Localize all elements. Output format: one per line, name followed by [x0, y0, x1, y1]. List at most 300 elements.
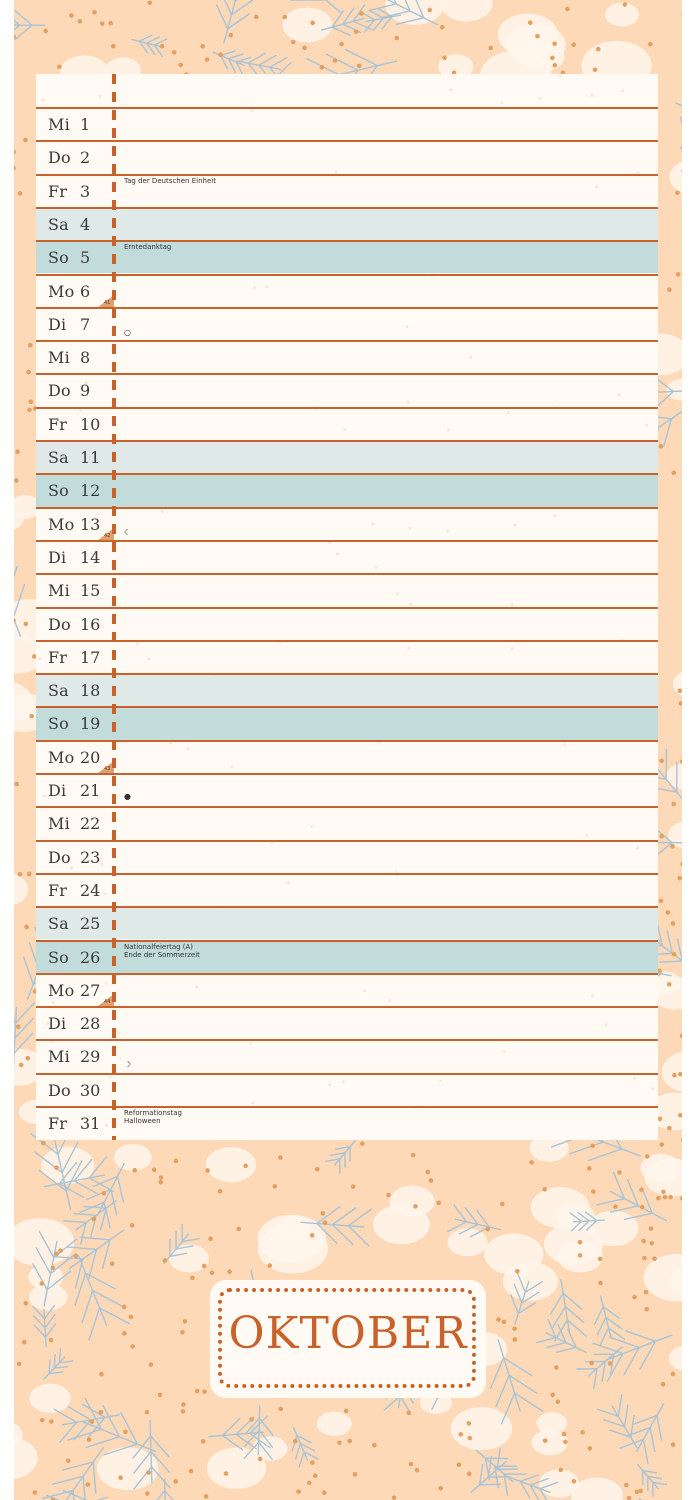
- week-number-badge: [92, 528, 114, 540]
- weekday-label: Di: [48, 781, 67, 800]
- berry-dot: [553, 63, 558, 68]
- berry-dot: [565, 7, 570, 12]
- dashed-divider: [112, 74, 116, 1140]
- berry-dot: [354, 29, 359, 34]
- leaf-branch: [83, 1476, 86, 1500]
- berry-dot: [278, 1155, 283, 1160]
- berry-dot: [639, 1188, 644, 1193]
- leaf-branch: [93, 1462, 96, 1493]
- berry-dot: [502, 1320, 507, 1325]
- berry-dot: [14, 478, 19, 483]
- berry-dot: [28, 343, 33, 348]
- day-row: [36, 740, 658, 773]
- day-row: [36, 274, 658, 307]
- berry-dot: [291, 40, 296, 45]
- berry-dot: [337, 1440, 342, 1445]
- leaf-branch: [551, 1293, 564, 1314]
- berry-dot: [258, 1457, 263, 1462]
- berry-dot: [550, 56, 555, 61]
- berry-dot: [130, 1344, 135, 1349]
- berry-dot: [667, 982, 672, 987]
- berry-dot: [267, 1263, 272, 1268]
- berry-dot: [668, 1195, 673, 1200]
- berry-dot: [254, 15, 259, 20]
- leaf-branch: [346, 50, 378, 66]
- day-row: [36, 540, 658, 573]
- leaf-branch: [537, 1338, 556, 1343]
- berry-dot: [74, 1254, 79, 1259]
- leaf-branch: [597, 1199, 625, 1205]
- leaf-branch: [24, 957, 33, 984]
- berry-dot: [415, 1468, 420, 1473]
- day-row: [36, 906, 658, 939]
- berry-dot: [49, 1419, 54, 1424]
- berry-dot: [145, 1410, 150, 1415]
- day-number: 10: [80, 414, 101, 434]
- berry-dot: [563, 1440, 568, 1445]
- leaf-branch: [217, 5, 228, 29]
- leaf-branch: [299, 1452, 304, 1467]
- berry-dot: [529, 1160, 534, 1165]
- berry-dot: [644, 1290, 649, 1295]
- day-row: [36, 340, 658, 373]
- berry-dot: [320, 65, 325, 70]
- berry-dot: [593, 68, 598, 73]
- day-row: [36, 806, 658, 839]
- berry-dot: [323, 1220, 328, 1225]
- berry-dot: [33, 1490, 38, 1495]
- weekday-label: Mi: [48, 581, 70, 601]
- week-number: 43: [104, 765, 111, 772]
- day-number: 26: [80, 947, 101, 967]
- day-number: 15: [80, 581, 101, 601]
- berry-dot: [488, 46, 493, 51]
- berry-dot: [347, 1439, 352, 1444]
- month-label-box: [210, 1280, 486, 1398]
- leaf-branch: [228, 54, 242, 58]
- berry-dot: [43, 29, 48, 34]
- berry-dot: [92, 1217, 97, 1222]
- leaf-branch: [54, 1355, 55, 1369]
- berry-dot: [224, 1471, 229, 1476]
- weekday-label: Do: [48, 1080, 71, 1100]
- berry-dot: [293, 1439, 298, 1444]
- berry-dot: [183, 1319, 188, 1324]
- day-number: 4: [80, 214, 91, 234]
- weekday-label: Do: [48, 148, 71, 168]
- berry-dot: [272, 1184, 277, 1189]
- berry-dot: [108, 21, 113, 26]
- weekday-label: Mi: [48, 115, 70, 134]
- berry-dot: [243, 1164, 248, 1169]
- leaf-branch: [103, 1406, 119, 1437]
- weekday-label: So: [48, 248, 69, 268]
- berry-dot: [528, 20, 533, 25]
- berry-dot: [608, 1361, 613, 1366]
- berry-dot: [29, 714, 34, 719]
- weekday-label: So: [48, 481, 69, 501]
- berry-dot: [18, 872, 23, 877]
- berry-dot: [146, 1470, 151, 1475]
- leaf-branch: [520, 1475, 538, 1481]
- berry-dot: [87, 1437, 92, 1442]
- berry-dot: [130, 1223, 135, 1228]
- berry-dot: [485, 1227, 490, 1232]
- berry-dot: [357, 64, 362, 69]
- berry-dot: [671, 921, 676, 926]
- weekday-label: Mo: [48, 980, 75, 1000]
- day-number: 6: [80, 281, 91, 301]
- day-number: 20: [80, 747, 101, 767]
- day-number: 21: [80, 781, 101, 800]
- berry-dot: [54, 1252, 59, 1257]
- leaf-branch: [588, 1149, 621, 1161]
- berry-dot: [228, 33, 233, 38]
- berry-dot: [671, 1442, 676, 1447]
- berry-dot: [440, 25, 445, 30]
- day-row: [36, 607, 658, 640]
- berry-dot: [360, 1141, 365, 1146]
- berry-dot: [173, 1479, 178, 1484]
- leaf-shape: [498, 14, 558, 56]
- berry-dot: [310, 1233, 315, 1238]
- berry-dot: [372, 1443, 377, 1448]
- berry-dot: [181, 1409, 186, 1414]
- berry-dot: [40, 1418, 45, 1423]
- berry-dot: [467, 1472, 472, 1477]
- weekday-label: Fr: [48, 1114, 68, 1133]
- leaf-branch: [597, 1317, 606, 1335]
- day-row: [36, 307, 658, 340]
- berry-dot: [24, 925, 29, 930]
- leaf-branch: [600, 1328, 609, 1346]
- weekday-label: Di: [48, 547, 67, 567]
- berry-dot: [632, 1295, 637, 1300]
- day-row: [36, 840, 658, 873]
- berry-dot: [307, 1481, 312, 1486]
- leaf-shape: [451, 1407, 512, 1450]
- week-number: 41: [104, 299, 111, 306]
- leaf-branch: [54, 1409, 76, 1422]
- berry-dot: [425, 1170, 430, 1175]
- moon-phase-icon: ●: [124, 792, 131, 801]
- berry-dot: [458, 1432, 463, 1437]
- weekday-label: Mi: [48, 348, 70, 368]
- leaf-branch: [595, 1307, 604, 1325]
- berry-dot: [624, 1483, 629, 1488]
- berry-dot: [322, 1490, 327, 1495]
- leaf-branch: [221, 51, 235, 55]
- weekday-label: Di: [48, 1014, 67, 1034]
- day-number: 5: [80, 248, 91, 268]
- day-row: [36, 573, 658, 606]
- moon-phase-icon: ☽: [124, 1060, 132, 1070]
- leaf-branch: [270, 58, 287, 68]
- berry-dot: [562, 1432, 567, 1437]
- berry-dot: [54, 1165, 59, 1170]
- holiday-note: [124, 177, 216, 185]
- day-row: [36, 1039, 658, 1072]
- day-row: [36, 1073, 658, 1106]
- berry-dot: [249, 1417, 254, 1422]
- day-number: 13: [80, 514, 101, 534]
- berry-dot: [580, 1430, 585, 1435]
- berry-dot: [218, 52, 223, 57]
- leaf-branch: [220, 0, 231, 15]
- berry-dot: [218, 1189, 223, 1194]
- berry-dot: [641, 1239, 646, 1244]
- leaf-branch: [557, 1347, 576, 1352]
- berry-dot: [552, 41, 557, 46]
- berry-dot: [671, 470, 676, 475]
- day-row: [36, 373, 658, 406]
- berry-dot: [181, 1402, 186, 1407]
- weekday-label: Sa: [48, 681, 69, 701]
- leaf-branch: [618, 1395, 621, 1417]
- berry-dot: [14, 782, 19, 787]
- berry-dot: [118, 1475, 123, 1480]
- day-number: 19: [80, 714, 101, 734]
- berry-dot: [442, 56, 447, 61]
- berry-dot: [671, 1372, 676, 1377]
- leaf-branch: [553, 1307, 566, 1328]
- berry-dot: [627, 1496, 632, 1500]
- weekday-label: Mo: [48, 281, 75, 301]
- leaf-branch: [75, 1273, 85, 1305]
- week-number-badge: [92, 994, 114, 1006]
- berry-dot: [101, 1191, 106, 1196]
- leaf-branch: [317, 1207, 340, 1224]
- day-row: [36, 1106, 658, 1139]
- berry-dot: [598, 1257, 603, 1262]
- day-number: 3: [80, 181, 91, 201]
- holiday-note-line: Tag der Deutschen Einheit: [124, 176, 216, 185]
- berry-dot: [23, 138, 28, 143]
- weekday-label: Do: [48, 847, 71, 867]
- berry-dot: [339, 42, 344, 47]
- berry-dot: [411, 1153, 416, 1158]
- leaf-shape: [317, 1412, 352, 1436]
- berry-dot: [550, 1392, 555, 1397]
- day-number: 2: [80, 148, 91, 168]
- berry-dot: [635, 1489, 640, 1494]
- day-row: [36, 473, 658, 506]
- berry-dot: [598, 1281, 603, 1286]
- leaf-branch: [370, 10, 384, 18]
- berry-dot: [556, 1399, 561, 1404]
- berry-dot: [659, 834, 664, 839]
- berry-dot: [671, 802, 676, 807]
- day-number: 28: [80, 1014, 101, 1034]
- berry-dot: [640, 1205, 645, 1210]
- leaf-branch: [84, 1206, 106, 1208]
- leaf-branch: [93, 1291, 123, 1307]
- berry-dot: [99, 1410, 104, 1415]
- leaf-branch: [333, 1208, 356, 1225]
- day-number: 22: [80, 814, 101, 834]
- berry-dot: [23, 1301, 28, 1306]
- berry-dot: [158, 1392, 163, 1397]
- leaf-branch: [89, 1308, 99, 1340]
- leaf-branch: [296, 1444, 301, 1459]
- berry-dot: [659, 444, 664, 449]
- day-row: [36, 207, 658, 240]
- leaf-branch: [100, 1308, 130, 1324]
- berry-dot: [542, 1187, 547, 1192]
- day-row: [36, 440, 658, 473]
- day-row: [36, 1006, 658, 1039]
- leaf-branch: [165, 1491, 178, 1500]
- berry-dot: [676, 272, 681, 277]
- berry-dot: [457, 1462, 462, 1467]
- berry-dot: [58, 1248, 63, 1253]
- leaf-branch: [49, 1360, 50, 1374]
- berry-dot: [22, 1340, 27, 1345]
- berry-dot: [160, 44, 165, 49]
- berry-dot: [27, 408, 32, 413]
- berry-dot: [149, 1362, 154, 1367]
- berry-dot: [667, 287, 672, 292]
- holiday-note-line: Reformationstag: [124, 1109, 182, 1117]
- leaf-branch: [650, 1427, 655, 1451]
- day-row: [36, 673, 658, 706]
- day-number: 27: [80, 980, 101, 1000]
- berry-dot: [18, 191, 23, 196]
- day-row: [36, 873, 658, 906]
- berry-dot: [310, 21, 315, 26]
- day-number: 9: [80, 381, 91, 401]
- day-number: 8: [80, 348, 91, 368]
- berry-dot: [661, 1190, 666, 1195]
- day-row: [36, 773, 658, 806]
- weekday-label: Mi: [48, 814, 70, 834]
- header-strip: [36, 74, 658, 107]
- berry-dot: [16, 1024, 21, 1029]
- berry-dot: [675, 190, 680, 195]
- berry-dot: [202, 1264, 207, 1269]
- leaf-shape: [5, 1218, 74, 1266]
- berry-dot: [202, 1389, 207, 1394]
- berry-dot: [613, 1204, 618, 1209]
- day-number: 7: [80, 314, 91, 334]
- berry-dot: [344, 1409, 349, 1414]
- berry-dot: [86, 1482, 91, 1487]
- holiday-note-line: Erntedanktag: [124, 243, 172, 252]
- holiday-note: [124, 1109, 182, 1125]
- berry-dot: [296, 1489, 301, 1494]
- leaf-branch: [64, 1221, 86, 1223]
- berry-dot: [644, 1307, 649, 1312]
- leaf-branch: [496, 1375, 509, 1406]
- day-row: [36, 107, 658, 140]
- leaf-shape: [283, 8, 333, 43]
- berry-dot: [189, 1469, 194, 1474]
- day-number: 23: [80, 847, 101, 867]
- berry-dot: [19, 1063, 24, 1068]
- weekday-label: Mi: [48, 1047, 70, 1067]
- berry-dot: [572, 1479, 577, 1484]
- berry-dot: [559, 1468, 564, 1473]
- day-number: 25: [80, 914, 101, 934]
- berry-dot: [623, 2, 628, 7]
- berry-dot: [158, 1180, 163, 1185]
- berry-dot: [205, 1168, 210, 1173]
- day-row: [36, 240, 658, 273]
- leaf-shape: [571, 1477, 623, 1500]
- weekday-label: Sa: [48, 448, 69, 467]
- berry-dot: [394, 36, 399, 41]
- berry-dot: [69, 13, 74, 18]
- day-row: [36, 706, 658, 739]
- leaf-shape: [373, 1205, 430, 1245]
- berry-dot: [152, 1168, 157, 1173]
- leaf-branch: [147, 37, 159, 43]
- berry-dot: [512, 1337, 517, 1342]
- berry-dot: [663, 1195, 668, 1200]
- right-page-edge: [682, 0, 696, 1500]
- berry-dot: [159, 1175, 164, 1180]
- berry-dot: [210, 1271, 215, 1276]
- leaf-branch: [628, 1180, 639, 1206]
- leaf-branch: [68, 1407, 90, 1420]
- berry-dot: [658, 1117, 663, 1122]
- berry-dot: [670, 844, 675, 849]
- leaf-branch: [80, 1237, 110, 1239]
- berry-dot: [15, 449, 20, 454]
- berry-dot: [123, 1430, 128, 1435]
- day-row: [36, 407, 658, 440]
- day-row: [36, 140, 658, 173]
- berry-dot: [353, 1472, 358, 1477]
- berry-dot: [652, 1256, 657, 1261]
- berry-dot: [122, 1305, 127, 1310]
- berry-dot: [279, 1407, 284, 1412]
- leaf-shape: [29, 1384, 70, 1413]
- weekday-label: Fr: [48, 181, 68, 201]
- leaf-branch: [259, 56, 276, 66]
- day-row: [36, 174, 658, 207]
- berry-dot: [359, 11, 364, 16]
- holiday-note-line: Ende der Sommerzeit: [124, 950, 200, 959]
- berry-dot: [66, 1459, 71, 1464]
- berry-dot: [26, 1056, 31, 1061]
- leaf-branch: [59, 1184, 83, 1197]
- leaf-branch: [660, 961, 683, 962]
- leaf-branch: [332, 27, 350, 35]
- berry-dot: [163, 1258, 168, 1263]
- leaf-branch: [624, 1348, 639, 1375]
- leaf-branch: [74, 1214, 96, 1216]
- berry-dot: [427, 8, 432, 13]
- leaf-branch: [82, 1291, 92, 1323]
- berry-dot: [110, 1261, 115, 1266]
- leaf-shape: [441, 0, 493, 21]
- leaf-branch: [74, 1181, 98, 1194]
- weekday-label: Sa: [48, 914, 69, 934]
- leaf-branch: [614, 1172, 625, 1198]
- berry-dot: [283, 15, 288, 20]
- berry-dot: [409, 1462, 414, 1467]
- berry-dot: [672, 1073, 677, 1078]
- berry-dot: [667, 1126, 672, 1131]
- holiday-note-line: Halloween: [124, 1117, 161, 1125]
- moon-phase-icon: ☾: [124, 527, 132, 537]
- berry-dot: [39, 1281, 44, 1286]
- leaf-shape: [605, 3, 639, 27]
- berry-dot: [92, 10, 97, 15]
- berry-dot: [666, 910, 671, 915]
- leaf-branch: [224, 0, 235, 1]
